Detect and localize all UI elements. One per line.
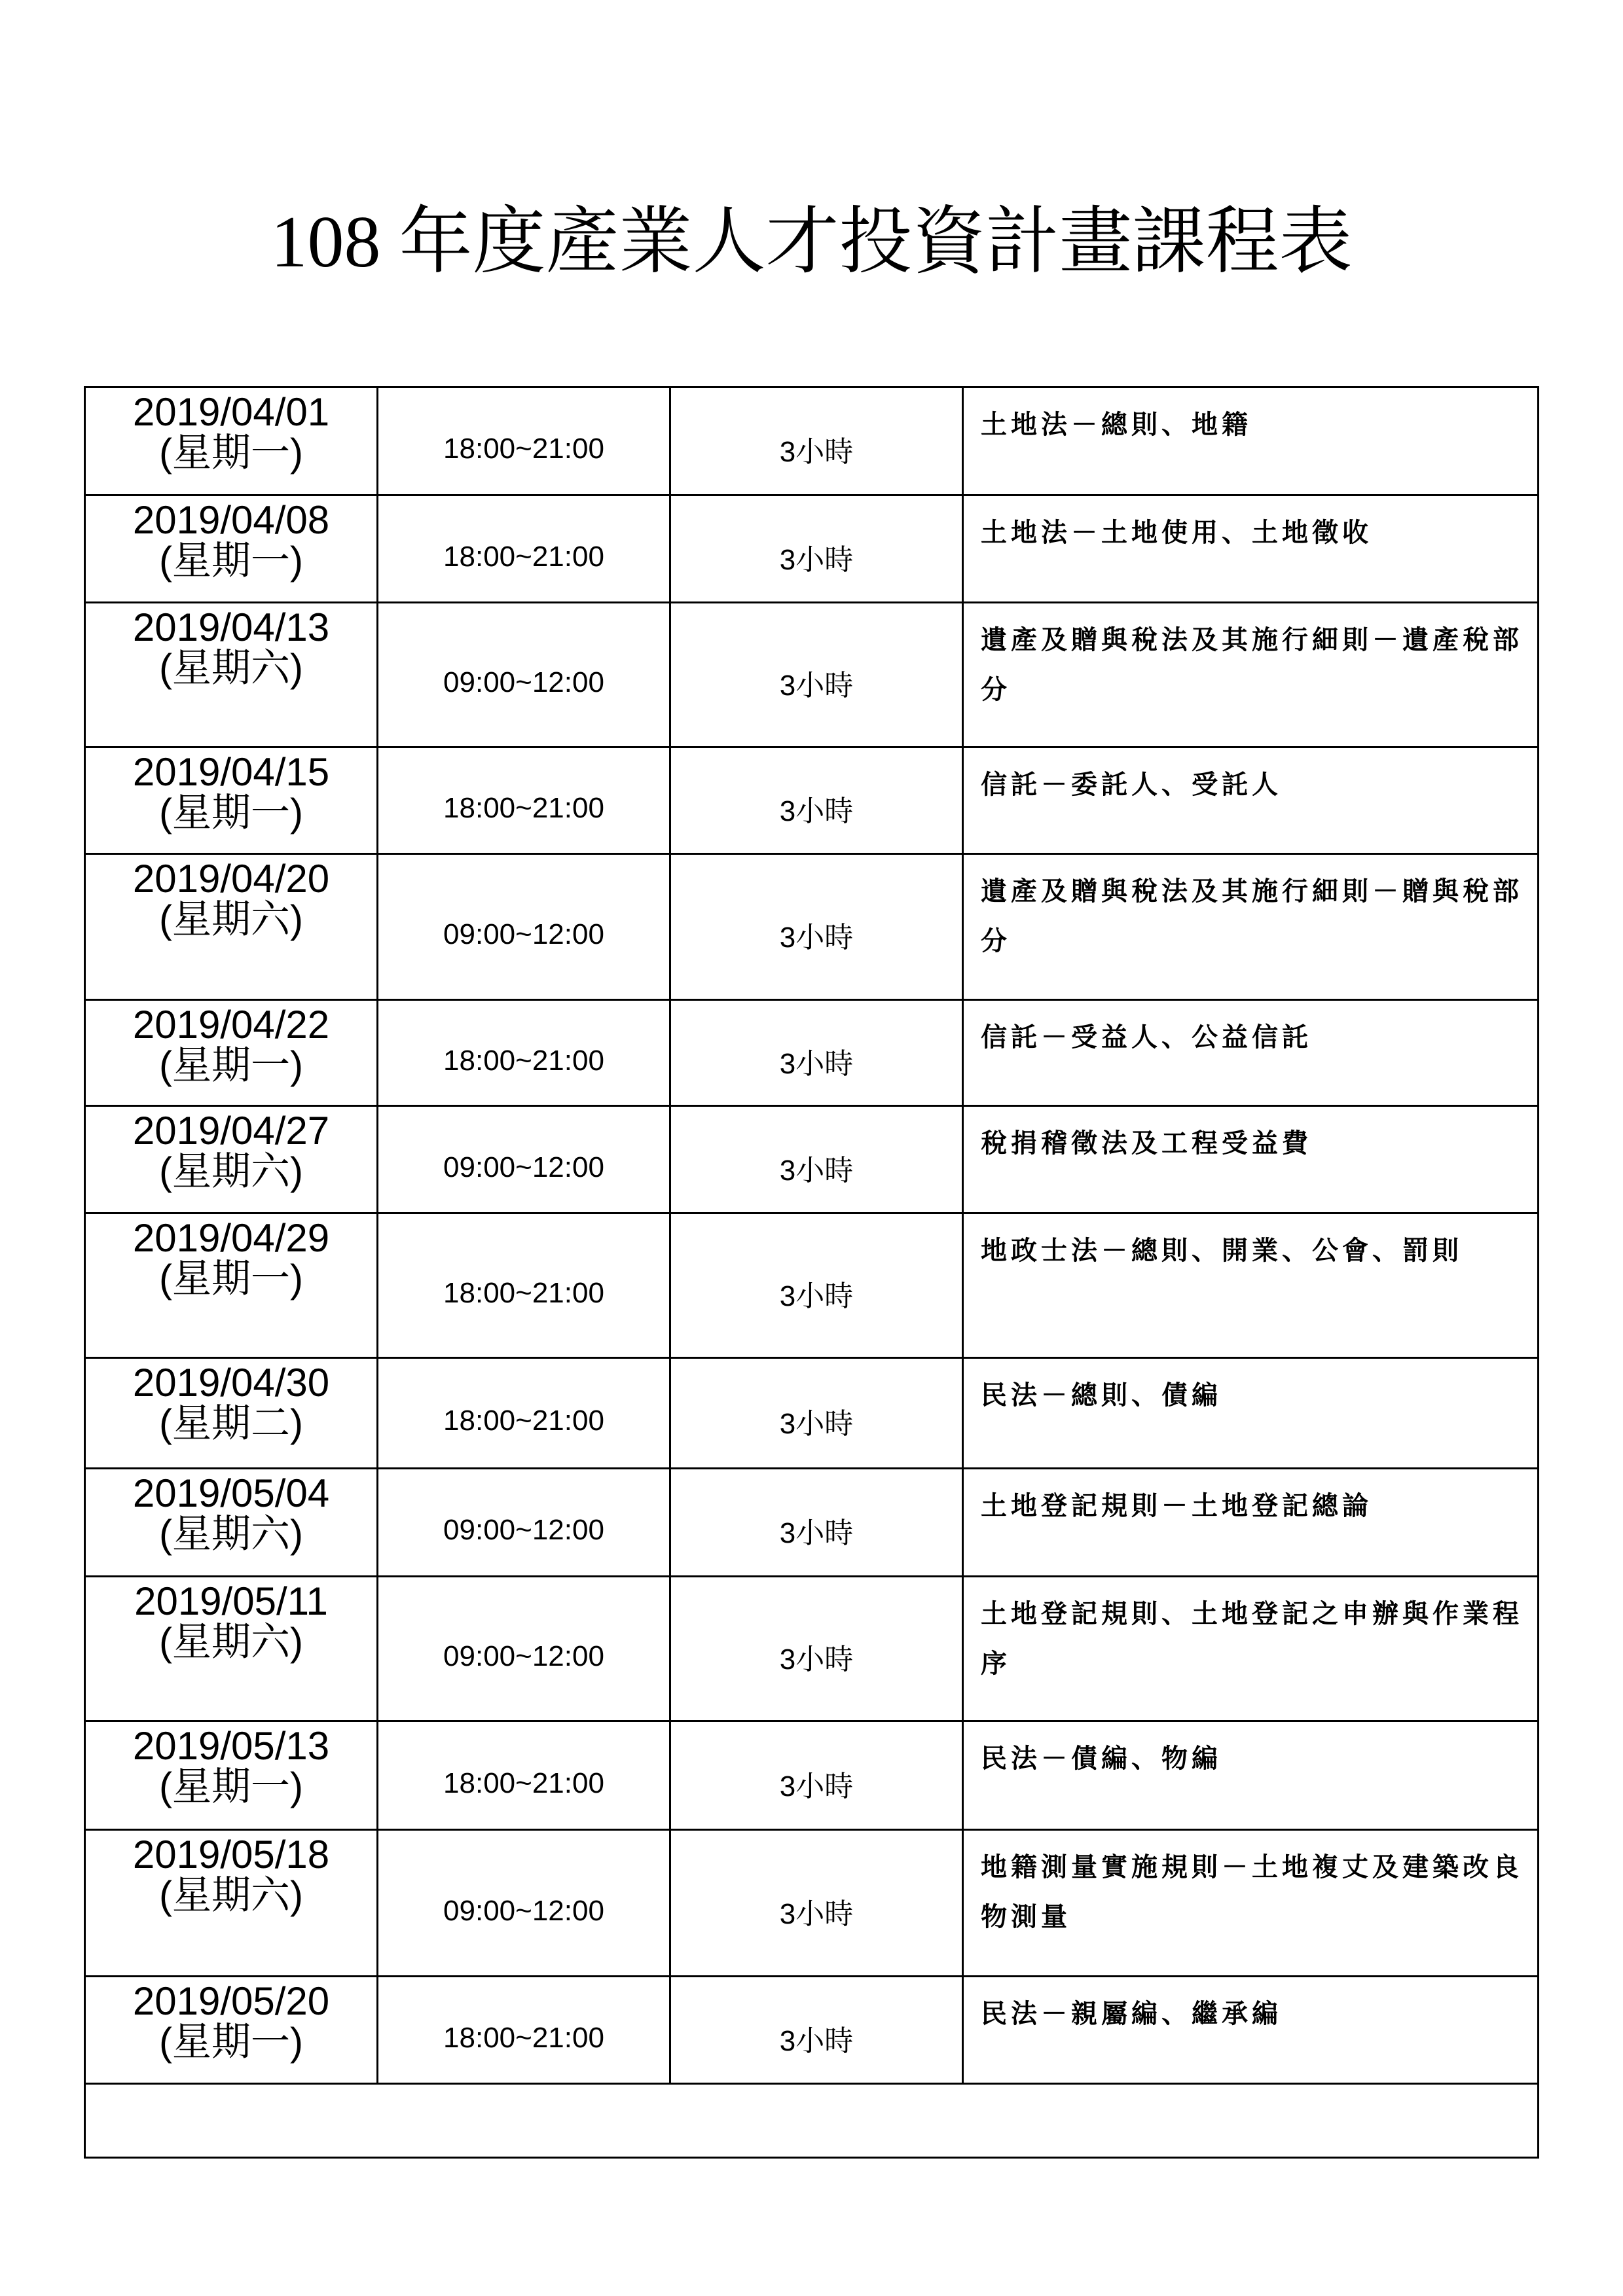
weekday: (星期一) <box>159 2020 303 2064</box>
topic-cell <box>963 387 1539 495</box>
time-cell <box>378 1000 670 1106</box>
duration: 3小時 <box>779 1643 854 1676</box>
date-cell <box>85 1469 378 1577</box>
date-cell <box>85 1577 378 1721</box>
table-row <box>85 1213 1539 1358</box>
time-cell <box>378 1830 670 1977</box>
date-cell <box>85 1106 378 1213</box>
duration: 3小時 <box>779 543 854 576</box>
time-cell <box>378 495 670 603</box>
topic-cell <box>963 1106 1539 1213</box>
hours-cell <box>670 1469 963 1577</box>
topic-cell <box>963 603 1539 747</box>
duration: 3小時 <box>779 1517 854 1549</box>
date: 2019/04/29 <box>132 1216 330 1260</box>
topic-cell <box>963 747 1539 854</box>
hours-cell <box>670 1000 963 1106</box>
topic-cell <box>963 1577 1539 1721</box>
time-range: 18:00~21:00 <box>443 1767 604 1799</box>
date-cell <box>85 1721 378 1830</box>
date: 2019/05/04 <box>132 1471 330 1515</box>
hours-cell <box>670 1106 963 1213</box>
topic-cell <box>963 1358 1539 1469</box>
course-topic: 民法－親屬編、繼承編 <box>981 1998 1282 2029</box>
course-topic: 土地法－土地使用、土地徵收 <box>981 517 1372 548</box>
time-range: 09:00~12:00 <box>443 1514 604 1546</box>
hours-cell <box>670 495 963 603</box>
table-row <box>85 1106 1539 1213</box>
hours-cell <box>670 1358 963 1469</box>
course-topic: 民法－總則、債編 <box>981 1380 1222 1410</box>
date: 2019/04/13 <box>132 605 330 649</box>
table-row <box>85 1721 1539 1830</box>
time-range: 18:00~21:00 <box>443 1277 604 1309</box>
weekday: (星期六) <box>159 897 303 941</box>
date: 2019/04/27 <box>132 1109 330 1153</box>
duration: 3小時 <box>779 670 854 702</box>
hours-cell <box>670 1577 963 1721</box>
table-row <box>85 603 1539 747</box>
weekday: (星期一) <box>159 431 303 475</box>
topic-cell <box>963 495 1539 603</box>
table-row <box>85 1830 1539 1977</box>
date: 2019/04/01 <box>132 390 330 434</box>
date: 2019/04/08 <box>132 498 330 542</box>
empty-row <box>85 2084 1539 2158</box>
duration: 3小時 <box>779 1408 854 1440</box>
time-range: 18:00~21:00 <box>443 1044 604 1077</box>
hours-cell <box>670 603 963 747</box>
date-cell <box>85 1358 378 1469</box>
table-row <box>85 1577 1539 1721</box>
weekday: (星期一) <box>159 1765 303 1808</box>
course-topic: 稅捐稽徵法及工程受益費 <box>981 1128 1312 1158</box>
date-cell <box>85 747 378 854</box>
hours-cell <box>670 1213 963 1358</box>
time-cell <box>378 603 670 747</box>
duration: 3小時 <box>779 795 854 827</box>
duration: 3小時 <box>779 2024 854 2057</box>
duration: 3小時 <box>779 1770 854 1803</box>
date-cell <box>85 387 378 495</box>
date: 2019/04/22 <box>132 1003 330 1047</box>
time-cell <box>378 747 670 854</box>
course-topic: 土地登記規則－土地登記總論 <box>981 1490 1372 1521</box>
date-cell <box>85 1213 378 1358</box>
course-schedule-table <box>84 386 1539 2159</box>
time-cell <box>378 1106 670 1213</box>
weekday: (星期六) <box>159 1149 303 1193</box>
time-cell <box>378 1358 670 1469</box>
topic-cell <box>963 1000 1539 1106</box>
course-topic: 民法－債編、物編 <box>981 1743 1222 1774</box>
date: 2019/05/13 <box>132 1724 330 1768</box>
table-row <box>85 1977 1539 2084</box>
topic-cell <box>963 1469 1539 1577</box>
time-range: 09:00~12:00 <box>443 666 604 698</box>
duration: 3小時 <box>779 436 854 468</box>
duration: 3小時 <box>779 1897 854 1930</box>
date: 2019/04/20 <box>132 857 330 901</box>
weekday: (星期六) <box>159 646 303 690</box>
date-cell <box>85 854 378 1000</box>
date-cell <box>85 603 378 747</box>
page-title: 108 年度產業人才投資計畫課程表 <box>270 202 1353 283</box>
time-cell <box>378 387 670 495</box>
date-cell <box>85 1830 378 1977</box>
table-row <box>85 747 1539 854</box>
time-cell <box>378 1469 670 1577</box>
time-range: 18:00~21:00 <box>443 540 604 573</box>
duration: 3小時 <box>779 1154 854 1187</box>
hours-cell <box>670 1830 963 1977</box>
time-range: 18:00~21:00 <box>443 433 604 465</box>
weekday: (星期一) <box>159 539 303 583</box>
date-cell <box>85 495 378 603</box>
duration: 3小時 <box>779 922 854 954</box>
date: 2019/04/30 <box>132 1361 330 1405</box>
weekday: (星期一) <box>159 1043 303 1087</box>
weekday: (星期一) <box>159 791 303 834</box>
date: 2019/04/15 <box>132 750 330 794</box>
table-row <box>85 495 1539 603</box>
time-cell <box>378 1721 670 1830</box>
table-row <box>85 854 1539 1000</box>
date-cell <box>85 1977 378 2084</box>
table-row <box>85 1000 1539 1106</box>
time-range: 09:00~12:00 <box>443 1894 604 1927</box>
time-range: 09:00~12:00 <box>443 1151 604 1183</box>
hours-cell <box>670 387 963 495</box>
duration: 3小時 <box>779 1280 854 1312</box>
time-range: 18:00~21:00 <box>443 2021 604 2054</box>
course-topic: 土地登記規則、土地登記之申辦與作業程序 <box>981 1598 1523 1679</box>
time-cell <box>378 1577 670 1721</box>
date: 2019/05/20 <box>132 1979 330 2023</box>
time-cell <box>378 1977 670 2084</box>
time-range: 09:00~12:00 <box>443 918 604 950</box>
hours-cell <box>670 1977 963 2084</box>
time-cell <box>378 854 670 1000</box>
topic-cell <box>963 1830 1539 1977</box>
table-row <box>85 1469 1539 1577</box>
hours-cell <box>670 747 963 854</box>
course-topic: 遺產及贈與稅法及其施行細則－贈與稅部分 <box>981 876 1523 956</box>
weekday: (星期六) <box>159 1873 303 1917</box>
weekday: (星期六) <box>159 1512 303 1556</box>
course-topic: 信託－受益人、公益信託 <box>981 1022 1312 1052</box>
date: 2019/05/18 <box>132 1833 330 1876</box>
hours-cell <box>670 1721 963 1830</box>
time-range: 09:00~12:00 <box>443 1640 604 1672</box>
hours-cell <box>670 854 963 1000</box>
duration: 3小時 <box>779 1047 854 1080</box>
course-topic: 遺產及贈與稅法及其施行細則－遺產稅部分 <box>981 624 1523 705</box>
time-cell <box>378 1213 670 1358</box>
course-topic: 地籍測量實施規則－土地複丈及建築改良物測量 <box>981 1852 1523 1932</box>
time-range: 18:00~21:00 <box>443 1405 604 1437</box>
weekday: (星期六) <box>159 1620 303 1664</box>
course-topic: 信託－委託人、受託人 <box>981 769 1282 800</box>
table-row <box>85 387 1539 495</box>
topic-cell <box>963 854 1539 1000</box>
weekday: (星期二) <box>159 1401 303 1445</box>
course-topic: 地政士法－總則、開業、公會、罰則 <box>981 1235 1463 1266</box>
empty-cell <box>85 2084 1539 2158</box>
course-topic: 土地法－總則、地籍 <box>981 409 1252 440</box>
time-range: 18:00~21:00 <box>443 792 604 824</box>
table-row <box>85 1358 1539 1469</box>
topic-cell <box>963 1721 1539 1830</box>
weekday: (星期一) <box>159 1257 303 1300</box>
topic-cell <box>963 1213 1539 1358</box>
date: 2019/05/11 <box>134 1579 328 1623</box>
date-cell <box>85 1000 378 1106</box>
topic-cell <box>963 1977 1539 2084</box>
